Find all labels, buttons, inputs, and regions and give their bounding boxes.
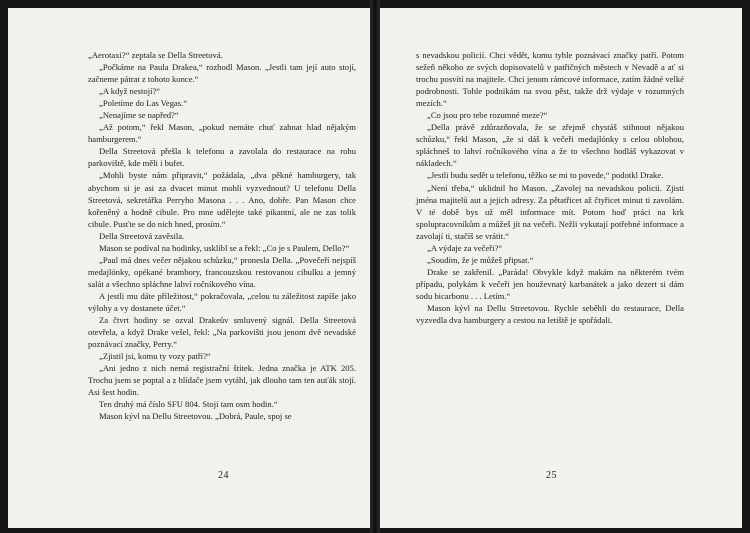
paragraph: „Jestli budu sedět u telefonu, těžko se mi to povede,“ podotkl Drake. — [427, 170, 664, 181]
paragraph: „Mohli byste nám připravit,“ požádala, „dva pěkné hamburgery, tak abychom si je asi za dvacet minut mohli vyzvednout? U telefonu Della Streetová, sekretářka Perryho Masona . . . Ano, dobře. Pan Mason chce kořeněný a hodně cibule. Pro mne udělejte také pikantní, ale ne zas tolik cibule. Pusťte se do nich hned, prosím.“ — [88, 170, 356, 229]
paragraph: „Aerotaxi?“ zeptala se Della Streetová. — [88, 50, 223, 60]
paragraph: „Nenajíme se napřed?“ — [99, 110, 179, 121]
paragraph: „Zjistil jsi, komu ty vozy patří?“ — [99, 351, 211, 362]
left-page — [8, 8, 370, 528]
paragraph: „A výdaje za večeři?“ — [427, 242, 503, 253]
right-page-text — [416, 49, 684, 326]
paragraph: Mason kývl na Dellu Streetovou. „Dobrá, Paule, spoj se — [99, 411, 292, 422]
paragraph: „Co jsou pro tebe rozumné meze?“ — [427, 110, 548, 121]
right-page — [380, 8, 742, 528]
paragraph: „Ani jedno z nich nemá registrační štítek. Jedna značka je ATK 205. Trochu jsem se poptal a z hlídače jsem vytáhl, jak dlouho tam ten auťák stojí. Asi šest hodin. — [88, 363, 356, 398]
paragraph: „Poletíme do Las Vegas.“ — [99, 98, 188, 109]
page-number: 24 — [218, 470, 229, 481]
paragraph: „Až potom,“ řekl Mason, „pokud nemáte chuť zahnat hlad nějakým hamburgerem.“ — [88, 122, 356, 145]
book-gutter — [370, 0, 380, 533]
paragraph: Della Streetová zavěsila. — [99, 230, 185, 241]
paragraph: Drake se zakřenil. „Paráda! Obvykle když makám na některém tvém případu, polykám k večeři jen houževnatý karbanátek a jako dezert si dám sodu bicarbonu . . . Letím.“ — [416, 266, 684, 301]
paragraph: „Paul má dnes večer nějakou schůzku,“ pronesla Della. „Povečeří nejspíš medajlónky, opékané brambory, francouzskou restovanou cibulku a jemný salát a všechno spláchne lahví ročníkového vína. — [88, 254, 356, 289]
paragraph: Mason se podíval na hodinky, usklíbl se a řekl: „Co je s Paulem, Dello?“ — [99, 242, 350, 253]
paragraph: „Soudím, že je můžeš připsat.“ — [427, 254, 534, 265]
paragraph: Ten druhý má číslo SFU 804. Stojí tam osm hodin.“ — [99, 399, 278, 410]
paragraph: s nevadskou policií. Chci vědět, komu tyhle poznávací značky patří. Potom sežeň někoho ze svých dopisovatelů v patřičných městech v Nevadě a ať si trochu posvítí na majitele. Chci jenom rámcové informace, zatím žádné velké podrobnosti. Tohle podnikám na svou pěst, takže drž výdaje v rozumných mezích.“ — [416, 50, 684, 109]
left-page-text — [88, 49, 356, 422]
page-number: 25 — [546, 470, 557, 481]
paragraph: „Počkáme na Paula Drakea,“ rozhodl Mason. „Jestli tam její auto stojí, začneme pátrat z tohoto konce.“ — [88, 62, 356, 85]
paragraph: A jestli mu dáte příležitost,“ pokračovala, „celou tu záležitost zapíše jako výlohy a vy dostanete účet.“ — [88, 290, 356, 313]
paragraph: „A když nestojí?“ — [99, 86, 161, 97]
paragraph: Mason kývl na Dellu Streetovou. Rychle seběhli do restaurace, Della vyzvedla dva hamburgery a cestou na letiště je spořádali. — [416, 302, 684, 326]
paragraph: Della Streetová přešla k telefonu a zavolala do restaurace na rohu parkoviště, kde měli i bufet. — [88, 146, 356, 169]
paragraph: „Della právě zdůrazňovala, že se zřejmě chystáš stihnout nějakou schůzku,“ řekl Mason, „že si dáš k večeři medajlónky s celou oblohou, spláchneš to lahví ročníkového vína a že to všechno hodláš vykazovat v nákladech.“ — [416, 122, 684, 169]
paragraph: „Není třeba,“ uklidnil ho Mason. „Zavolej na nevadskou policii. Zjisti jména majitelů aut a jejich adresy. Za pětatřicet až čtyřicet minut ti zavolám. V té době bys už měl informace mít. Potom hoď práci na krk spolupracovníkům a můžeš jít na večeři. Nežli vykutají potřebné informace a zavolají ti, stačíš se vrátit.“ — [416, 182, 684, 241]
paragraph: Za čtvrt hodiny se ozval Drakeův smluvený signál. Della Streetová otevřela, a když Drake vešel, řekl: „Na parkovišti jsou jenom dvě nevadské poznávací značky, Perry.“ — [88, 315, 356, 350]
